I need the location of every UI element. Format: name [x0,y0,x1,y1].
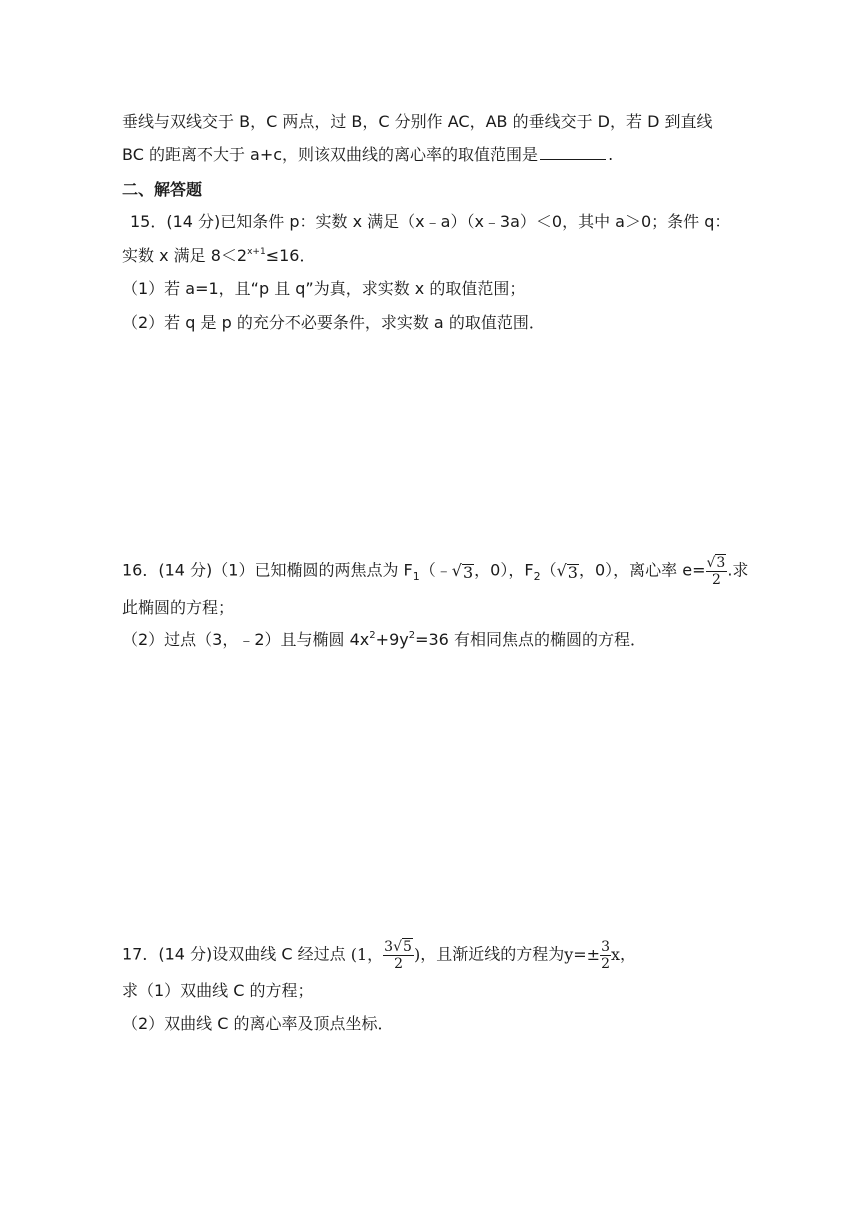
text-segment: =36 有相同焦点的椭圆的方程． [415,630,646,649]
subscript: 2 [533,569,541,583]
q17-part-1: 求（1）双曲线 C 的方程； [122,981,314,1000]
fraction-eccentricity [706,554,728,588]
radicand: 3 [716,555,726,571]
exponent: 2 [369,630,376,641]
point-close: ) [413,945,421,964]
subscript: 1 [412,569,420,583]
fraction-numerator [706,554,728,571]
text-segment: +9y [375,630,409,649]
fraction-denominator: 2 [394,956,404,972]
fraction-denominator: 2 [601,955,610,972]
text-line-carryover-2 [122,145,613,165]
text-segment: 17．(14 分)设双曲线 C 经过点 [122,944,346,964]
text-segment: . [608,145,614,164]
exponent: x+1 [247,247,266,257]
radical-sign: √ [393,939,403,955]
sqrt-expression [557,561,579,581]
q17-line-1 [122,938,636,972]
radical-sign: √ [451,560,462,580]
q16-part-2 [122,630,646,653]
fraction-point-y [383,938,414,972]
fraction-numerator [383,938,414,955]
q17-part-2: （2）双曲线 C 的离心率及顶点坐标． [122,1014,394,1033]
text-segment: BC 的距离不大于 a+c，则该双曲线的离心率的取值范围是 [122,145,539,164]
text-segment: （ [540,560,557,580]
fraction-denominator: 2 [711,572,721,588]
q15-line-1: 15．(14 分)已知条件 p：实数 x 满足（x﹣a）（x﹣3a）＜0，其中 a＞0；条件 q： [130,212,731,231]
fraction-asymptote [600,939,611,972]
sqrt-expression [393,938,413,955]
coefficient: 3 [384,939,394,955]
q16-line-1 [122,554,748,588]
text-line-carryover-1: 垂线与双线交于 B，C 两点，过 B，C 分别作 AC，AB 的垂线交于 D，若 D 到直线 [122,112,713,131]
q15-part-2: （2）若 q 是 p 的充分不必要条件，求实数 a 的取值范围． [122,313,545,332]
q15-part-1: （1）若 a=1，且“p 且 q”为真，求实数 x 的取值范围； [122,279,526,298]
q16-line-2: 此椭圆的方程； [122,598,235,617]
radical-sign: √ [556,560,567,580]
asymptote-variable: x [610,945,621,964]
section-title: 二、解答题 [122,180,203,199]
text-segment: ，0），F [474,560,534,580]
text-segment: 实数 x 满足 8＜2 [122,246,248,265]
text-segment: （2）过点（3，﹣2）且与椭圆 4x [122,630,370,649]
radicand: 3 [462,562,474,582]
fraction-numerator: 3 [601,938,610,955]
sqrt-expression [452,561,474,581]
q15-line-2 [122,246,315,269]
exponent: 2 [408,630,416,641]
text-segment: 16．(14 分)（1）已知椭圆的两焦点为 F [122,560,413,580]
text-segment: ，0），离心率 e= [578,560,706,580]
text-segment: ， [620,944,637,964]
text-segment: .求 [727,560,749,580]
radicand: 5 [403,939,412,955]
radical-sign: √ [706,555,716,571]
text-segment: （﹣ [419,560,452,580]
point-open: (1， [350,945,384,964]
text-segment: ≤16． [265,246,316,265]
asymptote-prefix: y=± [564,945,601,964]
text-segment: ，且渐近线的方程为 [420,944,565,964]
answer-blank [540,145,606,160]
radicand: 3 [567,562,578,582]
